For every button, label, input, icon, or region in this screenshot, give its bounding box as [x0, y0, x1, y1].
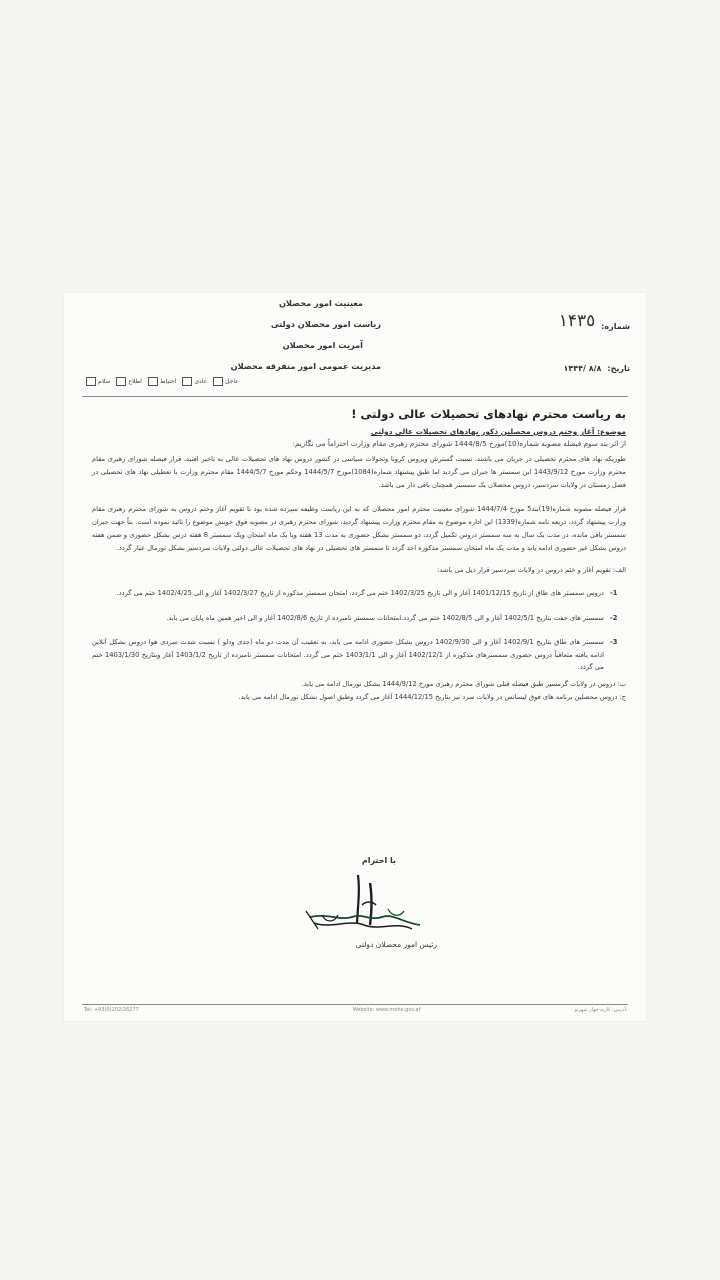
org-line: معینیت امور محصلان: [278, 298, 363, 308]
note-c: ج: دروس محصلین برنامه های فوق لیسانس در ولایات سرد نیز بتاریخ 1444/12/15 آغاز می گردد وطبق اصول بشکل نورمال ادامه می یابد.: [238, 692, 626, 701]
checkbox-box[interactable]: [86, 377, 96, 386]
subject-line: موضوع: آغاز وختم دروس محصلین ذکور نهادهای تحصیلات عالی دولتی: [370, 427, 626, 436]
checkbox-adi[interactable]: عادی: [182, 377, 207, 386]
list-number: -3: [610, 638, 618, 646]
list-number: -2: [610, 613, 618, 622]
header-divider: [82, 396, 628, 397]
checkbox-sallam[interactable]: سلام: [86, 377, 110, 386]
checkbox-box[interactable]: [182, 377, 192, 386]
number-label: شماره:: [601, 322, 630, 331]
footer-divider: [82, 1004, 628, 1005]
footer-address: آدرس: کارته چهار شهرنو: [574, 1007, 626, 1013]
paragraph: قرار فیصله مصوبه شماره(19)بند5 مورخ 1444/7/4 شورای معینیت محترم امور محصلان که به این ریاست وظیفه سپرده شده بود تا تقویم آغاز وختم دروس به شورای محترم رهبری مقام وزارت پیشنهاد گردد، ذریعه نامه شماره(1339) این اداره موضوع به مقام محترم وزارت پیشنهاد گردید، شورای محترم رهبری در مصوبه فوق خویش موضوع را تائید نموده است. بناً جهت جبران سمستر باقی مانده، در مدت یک سال به سه سمستر دروس تکمیل گردد، دو سمستر بشکل حضوری به مدت 13 هفته ویا یک ماه امتحان ویک سمستر 8 هفته درس بشکل حضوری و ضمن هفته دروس بشکل غیر حضوری ادامه یابد و مدت یک ماه امتحان سمستر مذکوره اخذ گردد تا سمستر های تحصیلی در نهاد های تحصیلات عالی دولتی ولایات سردسیر بشکل نورمال عیار گردد.: [92, 505, 626, 552]
list-text: سمستر های جفت بتاریخ 1402/5/1 آغاز و الی 1402/8/5 ختم می گردد.امتحانات سمستر نامبرده از تاریخ 1402/8/6 آغاز و الی اخیر همین ماه پایان می یابد.: [166, 613, 604, 622]
letter-body: [92, 407, 626, 704]
footer-website[interactable]: Website: www.mohe.gov.af: [352, 1007, 421, 1013]
schedule-intro: الف: تقویم آغاز و ختم دروس در ولایات سردسیر قرار ذیل می باشد:: [437, 566, 626, 574]
letter-footer: [84, 1007, 626, 1013]
date-value: ١۴۴۴/ ٨/٨: [563, 364, 602, 373]
list-text: سمستر های طاق بتاریخ 1402/9/1 آغاز و الی 1402/9/30 دروس بشکل حضوری ادامه می یابد، به تعقیب آن مدت دو ماه (جدی ودلو ) نسبت شدت سردی هوا دروس بشکل آنلاین ادامه یافته متعاقباً دروس حضوری سمسترهای مذکوره از 1402/12/1 آغاز و الی 1403/1/1 ختم می گردد. امتحانات سمستر نامبرده از تاریخ 1403/1/2 آغاز وبتاریخ 1403/1/30 ختم می گردد.: [92, 638, 604, 671]
signature-stamp: [300, 865, 440, 945]
letter-meta: [500, 307, 630, 373]
checkbox-box[interactable]: [213, 377, 223, 386]
date-label: تاریخ:: [607, 364, 630, 373]
number-value: ١۴٣٥: [558, 311, 596, 331]
checkbox-box[interactable]: [116, 377, 126, 386]
organization-header: [141, 293, 381, 377]
reference-line: از اثر بند سوم فیصله مصوبه شماره(10)مورخ 1444/8/5 شورای محترم رهبری مقام وزارت احتراماً می نگاریم:: [292, 439, 626, 448]
checkbox-ajel[interactable]: عاجل: [213, 377, 239, 386]
note-b: ب: دروس در ولایات گرمسیر طبق فیصله قبلی شورای محترم رهبری مورخ 1444/9/12 بشکل نورمال ادامه می یابد.: [301, 679, 626, 688]
letter-document: [64, 293, 646, 1021]
footer-phone: Tel: +93(0)202/26277: [84, 1007, 139, 1013]
list-item: [92, 587, 626, 600]
signer-title: رئیس امور محصلان دولتی: [355, 940, 437, 949]
checkbox-ettela[interactable]: اطلاع: [116, 377, 142, 386]
org-line: مدیریت عمومی امور متفرقه محصلان: [230, 361, 381, 371]
checkbox-box[interactable]: [148, 377, 158, 386]
list-item: [92, 636, 626, 674]
list-item: [92, 612, 626, 625]
addressee: به ریاست محترم نهادهای تحصیلات عالی دولتی !: [351, 407, 626, 421]
org-line: ریاست امور محصلان دولتی: [270, 319, 381, 329]
paragraph: طوریکه نهاد های محترم تحصیلی در جریان می باشند، نسبت گسترش ویروس کرونا وتحولات سیاسی در کشور دروس نهاد های تحصیلات عالی به تاخیر افتید، قرار فیصله شورای رهبری مقام محترم وزارت مورخ 1443/9/12 این سمستر ها جبران می گردید اما طبق پیشنهاد شماره(1084)مورخ 1444/5/7 وحکم مورخ 1444/5/7 مقام محترم وزارت با تعطیلی نهاد های تحصیلی در فصل زمستان در ولایات سردسیر، دروس محصلان یک سمستر همچنان باقی دار می باشد.: [92, 455, 626, 489]
list-text: دروس سمستر های طاق از تاریخ 1401/12/15 آغاز و الی تاریخ 1402/3/25 ختم می گردد، امتحان سمستر مذکوره از تاریخ 1402/3/27 آغاز و الی 1402/4/25 ختم می گردد.: [116, 589, 604, 597]
priority-checkboxes: [86, 377, 239, 386]
checkbox-ehtiyat[interactable]: احتیاط: [148, 377, 176, 386]
org-line: آمریت امور محصلان: [282, 340, 363, 350]
closing-text: با احترام: [361, 856, 396, 865]
list-number: -1: [610, 589, 618, 597]
